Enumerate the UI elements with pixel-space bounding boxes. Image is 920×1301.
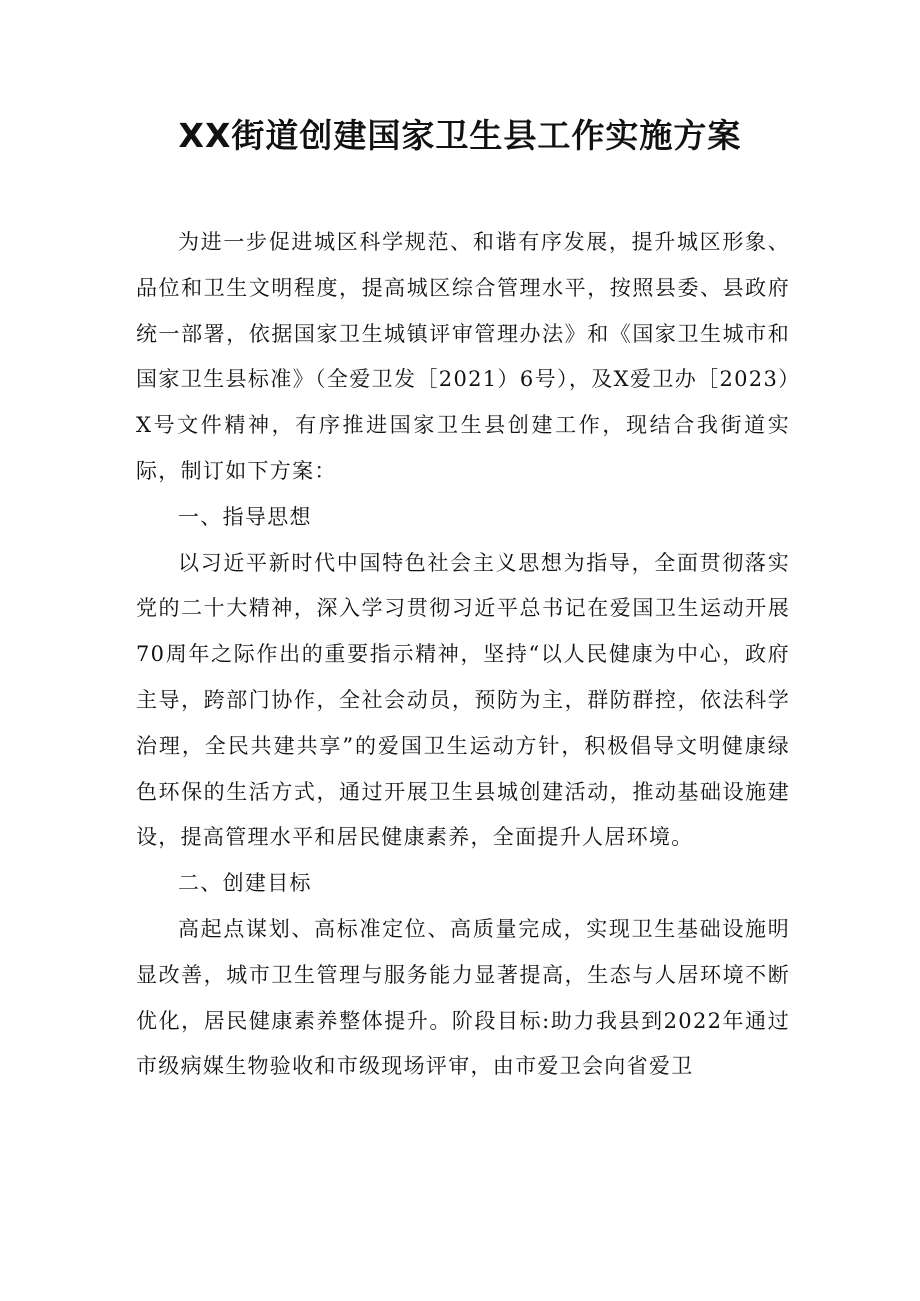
section-heading-goals: 二、创建目标 xyxy=(178,871,312,896)
section-heading-guiding-ideology: 一、指导思想 xyxy=(178,504,312,529)
goals-paragraph: 高起点谋划、高标准定位、高质量完成，实现卫生基础设施明显改善，城市卫生管理与服务能力显著提高，生态与人居环境不断优化，居民健康素养整体提升。阶段目标:助力我县到2022年通过市级病媒生物验收和市级现场评审，由市爱卫会向省爱卫 xyxy=(136,916,790,1079)
document-body xyxy=(136,220,790,1090)
intro-paragraph: 为进一步促进城区科学规范、和谐有序发展，提升城区形象、品位和卫生文明程度，提高城区综合管理水平，按照县委、县政府统一部署，依据国家卫生城镇评审管理办法》和《国家卫生城市和国家卫生县标准》（全爱卫发［2021）6号），及X爱卫办［2023）X号文件精神，有序推进国家卫生县创建工作，现结合我街道实际，制订如下方案： xyxy=(136,230,790,483)
guiding-ideology-paragraph: 以习近平新时代中国特色社会主义思想为指导，全面贯彻落实党的二十大精神，深入学习贯彻习近平总书记在爱国卫生运动开展70周年之际作出的重要指示精神，坚持“以人民健康为中心，政府主导，跨部门协作，全社会动员，预防为主，群防群控，依法科学治理，全民共建共享”的爱国卫生运动方针，积极倡导文明健康绿色环保的生活方式，通过开展卫生县城创建活动，推动基础设施建设，提高管理水平和居民健康素养，全面提升人居环境。 xyxy=(136,550,790,850)
document-title: XX街道创建国家卫生县工作实施方案 xyxy=(178,116,742,155)
